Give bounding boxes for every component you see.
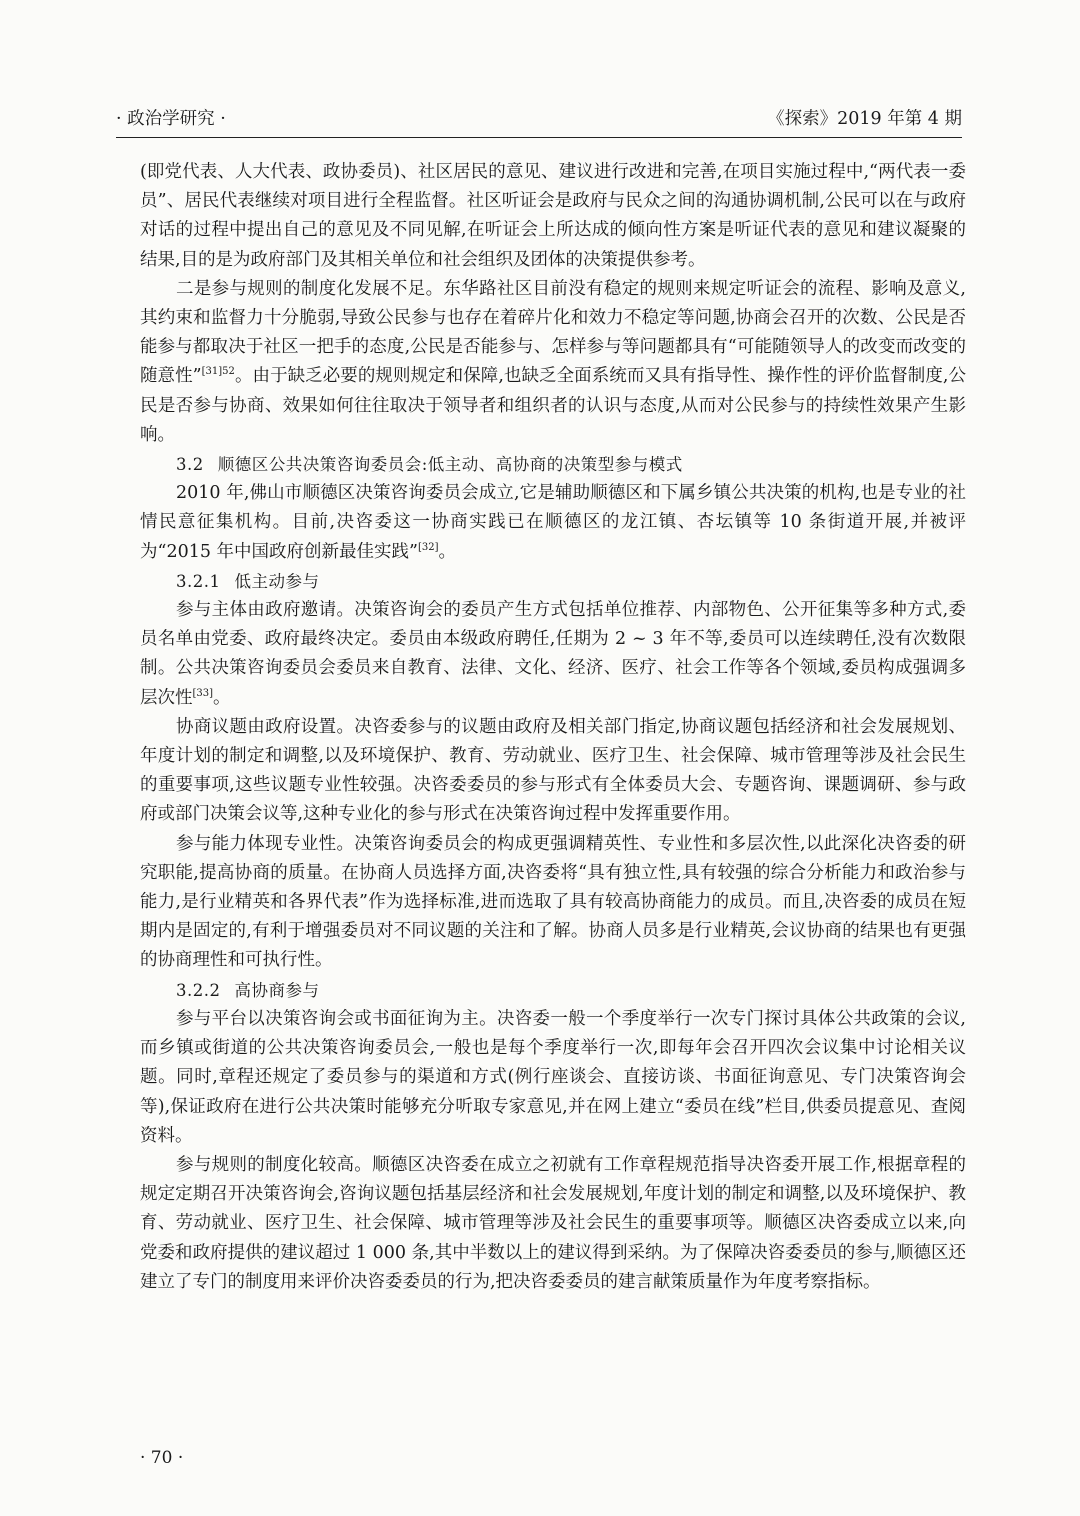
paragraph xyxy=(140,479,966,567)
section-heading-text: 顺德区公共决策咨询委员会:低主动、高协商的决策型参与模式 xyxy=(217,455,683,475)
subsection-heading-text: 高协商参与 xyxy=(234,980,320,1000)
section-number: 3.2 xyxy=(176,455,204,475)
journal-issue: 《探索》2019 年第 4 期 xyxy=(767,108,962,129)
paragraph: 参与规则的制度化较高。顺德区决咨委在成立之初就有工作章程规范指导决咨委开展工作,根据章程的规定定期召开决策咨询会,咨询议题包括基层经济和社会发展规划,年度计划的制定和调整,以及环境保护、教育、劳动就业、医疗卫生、社会保障、城市管理等涉及社会民生的重要事项等。顺德区决咨委成立以来,向党委和政府提供的建议超过 1 000 条,其中半数以上的建议得到采纳。为了保障决咨委委员的参与,顺德区还建立了专门的制度用来评价决咨委委员的行为,把决咨委委员的建言献策质量作为年度考察指标。 xyxy=(140,1154,966,1292)
section-heading xyxy=(140,450,966,479)
subsection-heading xyxy=(140,976,966,1005)
paragraph: 协商议题由政府设置。决咨委参与的议题由政府及相关部门指定,协商议题包括经济和社会发展规划、年度计划的制定和调整,以及环境保护、教育、劳动就业、医疗卫生、社会保障、城市管理等涉及社会民生的重要事项,这些议题专业性较强。决咨委委员的参与形式有全体委员大会、专题咨询、课题调研、参与政府或部门决策会议等,这种专业化的参与形式在决策咨询过程中发挥重要作用。 xyxy=(140,716,966,825)
paragraph-text: 二是参与规则的制度化发展不足。东华路社区目前没有稳定的规则来规定听证会的流程、影响及意义,其约束和监督力十分脆弱,导致公民参与也存在着碎片化和效力不稳定等问题,协商会召开的次数、公民是否能参与都取决于社区一把手的态度,公民是否能参与、怎样参与等问题都具有“可能随领导人的改变而改变的随意性” xyxy=(140,278,966,387)
subsection-heading xyxy=(140,567,966,596)
citation: [32] xyxy=(418,541,439,553)
subsection-number: 3.2.2 xyxy=(176,980,221,1000)
paragraph xyxy=(140,596,966,713)
header-rule xyxy=(116,137,962,138)
paragraph-text: 2010 年,佛山市顺德区决策咨询委员会成立,它是辅助顺德区和下属乡镇公共决策的机构,也是专业的社情民意征集机构。目前,决咨委这一协商实践已在顺德区的龙江镇、杏坛镇等 10 条街道开展,并被评为“2015 年中国政府创新最佳实践” xyxy=(140,483,966,562)
paragraph xyxy=(140,275,966,450)
subsection-number: 3.2.1 xyxy=(176,571,221,591)
citation: [31]52 xyxy=(201,366,235,378)
paragraph: 参与平台以决策咨询会或书面征询为主。决咨委一般一个季度举行一次专门探讨具体公共政策的会议,而乡镇或街道的公共决策咨询委员会,一般也是每个季度举行一次,即每年会召开四次会议集中讨论相关议题。同时,章程还规定了委员参与的渠道和方式(例行座谈会、直接访谈、书面征询意见、专门决策咨询会等),保证政府在进行公共决策时能够充分听取专家意见,并在网上建立“委员在线”栏目,供委员提意见、查阅资料。 xyxy=(140,1008,966,1146)
citation: [33] xyxy=(192,687,214,699)
paragraph: 参与能力体现专业性。决策咨询委员会的构成更强调精英性、专业性和多层次性,以此深化决咨委的研究职能,提高协商的质量。在协商人员选择方面,决咨委将“具有独立性,具有较强的综合分析能力和政治参与能力,是行业精英和各界代表”作为选择标准,进而选取了具有较高协商能力的成员。而且,决咨委的成员在短期内是固定的,有利于增强委员对不同议题的关注和了解。协商人员多是行业精英,会议协商的结果也有更强的协商理性和可执行性。 xyxy=(140,833,966,971)
paragraph-text: 。由于缺乏必要的规则规定和保障,也缺乏全面系统而又具有指导性、操作性的评价监督制度,公民是否参与协商、效果如何往往取决于领导者和组织者的认识与态度,从而对公民参与的持续性效果产生影响。 xyxy=(140,366,966,445)
paragraph: (即党代表、人大代表、政协委员)、社区居民的意见、建议进行改进和完善,在项目实施过程中,“两代表一委员”、居民代表继续对项目进行全程监督。社区听证会是政府与民众之间的沟通协调机制,公民可以在与政府对话的过程中提出自己的意见及不同见解,在听证会上所达成的倾向性方案是听证代表的意见和建议凝聚的结果,目的是为政府部门及其相关单位和社会组织及团体的决策提供参考。 xyxy=(140,162,966,270)
article-body xyxy=(140,158,966,1297)
section-title: · 政治学研究 · xyxy=(116,108,226,129)
paragraph-text: 。 xyxy=(438,541,457,562)
paragraph-text: 。 xyxy=(213,687,231,708)
running-header xyxy=(116,104,962,130)
paragraph-text: 参与主体由政府邀请。决策咨询会的委员产生方式包括单位推荐、内部物色、公开征集等多种方式,委员名单由党委、政府最终决定。委员由本级政府聘任,任期为 2 ~ 3 年不等,委员可以连续聘任,没有次数限制。公共决策咨询委员会委员来自教育、法律、文化、经济、医疗、社会工作等各个领域,委员构成强调多层次性 xyxy=(140,600,966,708)
page-number: · 70 · xyxy=(140,1448,184,1468)
subsection-heading-text: 低主动参与 xyxy=(234,571,320,591)
